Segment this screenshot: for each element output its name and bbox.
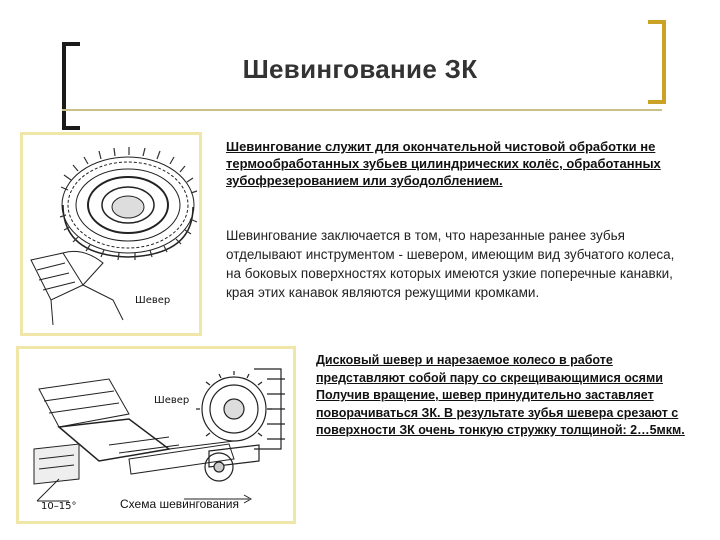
scheme-shaver-label: Шевер [154,395,190,406]
scheme-caption: Схема шевингования [120,497,239,511]
shaving-process-bold: Дисковый шевер и нарезаемое колесо в работе представляют собой пару со скрещивающимися осями Получив вращение, шевер принудительно заставляет поворачиваться ЗК. В результате зубья шевера срезают с поверхности ЗК очень тонкую стружку толщиной: 2…5мкм. [316,353,685,437]
shaver-drawing [23,135,199,333]
shaving-definition-bold: Шевингование служит для окончательной чистовой обработки не термообработанных зубьев цилиндрических колёс, обработанных зубофрезерованием или зубодолблением. [226,139,661,188]
title-divider [62,109,662,111]
slide-title: Шевингование ЗК [242,54,478,84]
shaving-description: Шевингование заключается в том, что нарезанные ранее зубья отделывают инструментом - шевером, имеющим вид зубчатого колеса, на боковых поверхностях которых имеются узкие поперечные канавки, края этих канавок являются режущими кромками. [226,228,675,300]
angle-label: 10–15° [41,501,77,512]
shaver-image [20,132,202,336]
shaving-scheme-drawing [19,349,293,521]
shaver-image-label: Шевер [135,295,171,306]
